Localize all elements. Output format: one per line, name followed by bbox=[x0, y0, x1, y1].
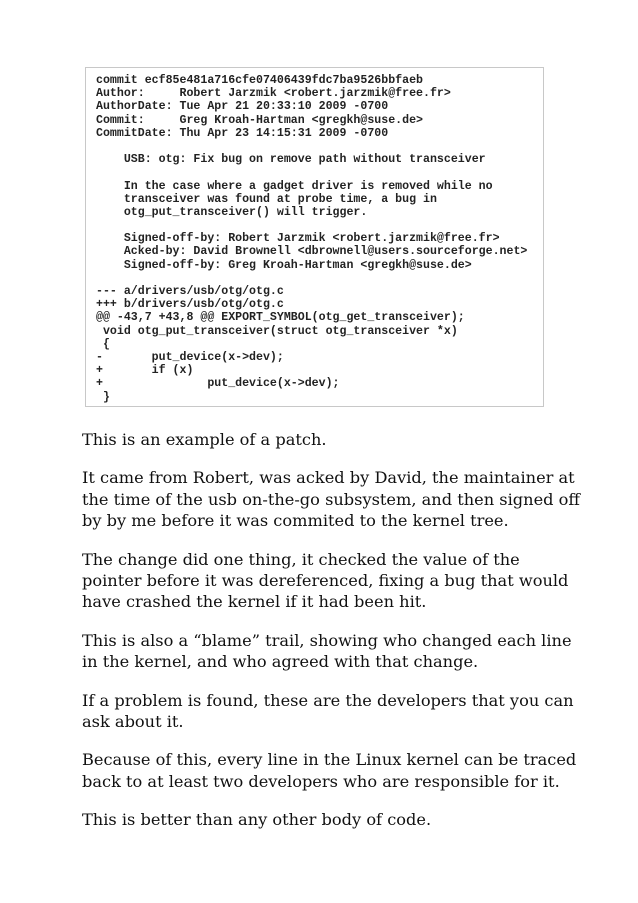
paragraph: If a problem is found, these are the developers that you can ask about it. bbox=[82, 690, 574, 732]
code-line bbox=[96, 272, 543, 285]
code-line: transceiver was found at probe time, a bug in bbox=[96, 192, 437, 206]
code-line: commit ecf85e481a716cfe07406439fdc7ba9526bbfaeb bbox=[96, 74, 423, 87]
code-line: Acked-by: David Brownell <dbrownell@users.sourceforge.net> bbox=[96, 245, 528, 259]
code-line: +++ b/drivers/usb/otg/otg.c bbox=[96, 298, 284, 312]
code-line: { bbox=[96, 337, 110, 351]
code-line: USB: otg: Fix bug on remove path without transceiver bbox=[96, 153, 486, 167]
code-line: + if (x) bbox=[96, 364, 194, 378]
code-line: otg_put_transceiver() will trigger. bbox=[96, 205, 368, 219]
paragraph: This is an example of a patch. bbox=[82, 430, 327, 449]
code-line: - put_device(x->dev); bbox=[96, 350, 284, 364]
code-line: @@ -43,7 +43,8 @@ EXPORT_SYMBOL(otg_get_transceiver); bbox=[96, 311, 465, 325]
paragraph: This is also a “blame” trail, showing who changed each line in the kernel, and who agreed with that change. bbox=[82, 630, 572, 672]
code-line: AuthorDate: Tue Apr 21 20:33:10 2009 -0700 bbox=[96, 100, 389, 114]
code-line bbox=[96, 140, 543, 153]
code-line: } bbox=[96, 390, 110, 404]
paragraph: It came from Robert, was acked by David, the maintainer at the time of the usb on-the-go subsystem, and then signed off by by me before it was commited to the kernel tree. bbox=[82, 468, 580, 531]
code-line: Commit: Greg Kroah-Hartman <gregkh@suse.de> bbox=[96, 113, 423, 127]
code-line: + put_device(x->dev); bbox=[96, 377, 340, 391]
code-line: In the case where a gadget driver is removed while no bbox=[96, 179, 493, 193]
prose-body bbox=[82, 429, 582, 848]
paragraph: The change did one thing, it checked the value of the pointer before it was dereferenced, fixing a bug that would have crashed the kernel if it had been hit. bbox=[82, 549, 569, 612]
patch-code-block bbox=[85, 67, 544, 407]
code-line: Author: Robert Jarzmik <robert.jarzmik@free.fr> bbox=[96, 87, 451, 101]
code-line: --- a/drivers/usb/otg/otg.c bbox=[96, 285, 284, 298]
code-line: void otg_put_transceiver(struct otg_transceiver *x) bbox=[96, 324, 458, 338]
code-line bbox=[96, 166, 543, 179]
code-line: CommitDate: Thu Apr 23 14:15:31 2009 -0700 bbox=[96, 126, 389, 140]
paragraph: This is better than any other body of code. bbox=[82, 810, 432, 830]
code-line bbox=[96, 219, 543, 232]
code-line: Signed-off-by: Greg Kroah-Hartman <gregkh@suse.de> bbox=[96, 258, 472, 272]
paragraph: Because of this, every line in the Linux kernel can be traced back to at least two developers who are responsible for it. bbox=[82, 750, 577, 791]
code-line: Signed-off-by: Robert Jarzmik <robert.jarzmik@free.fr> bbox=[96, 232, 500, 246]
